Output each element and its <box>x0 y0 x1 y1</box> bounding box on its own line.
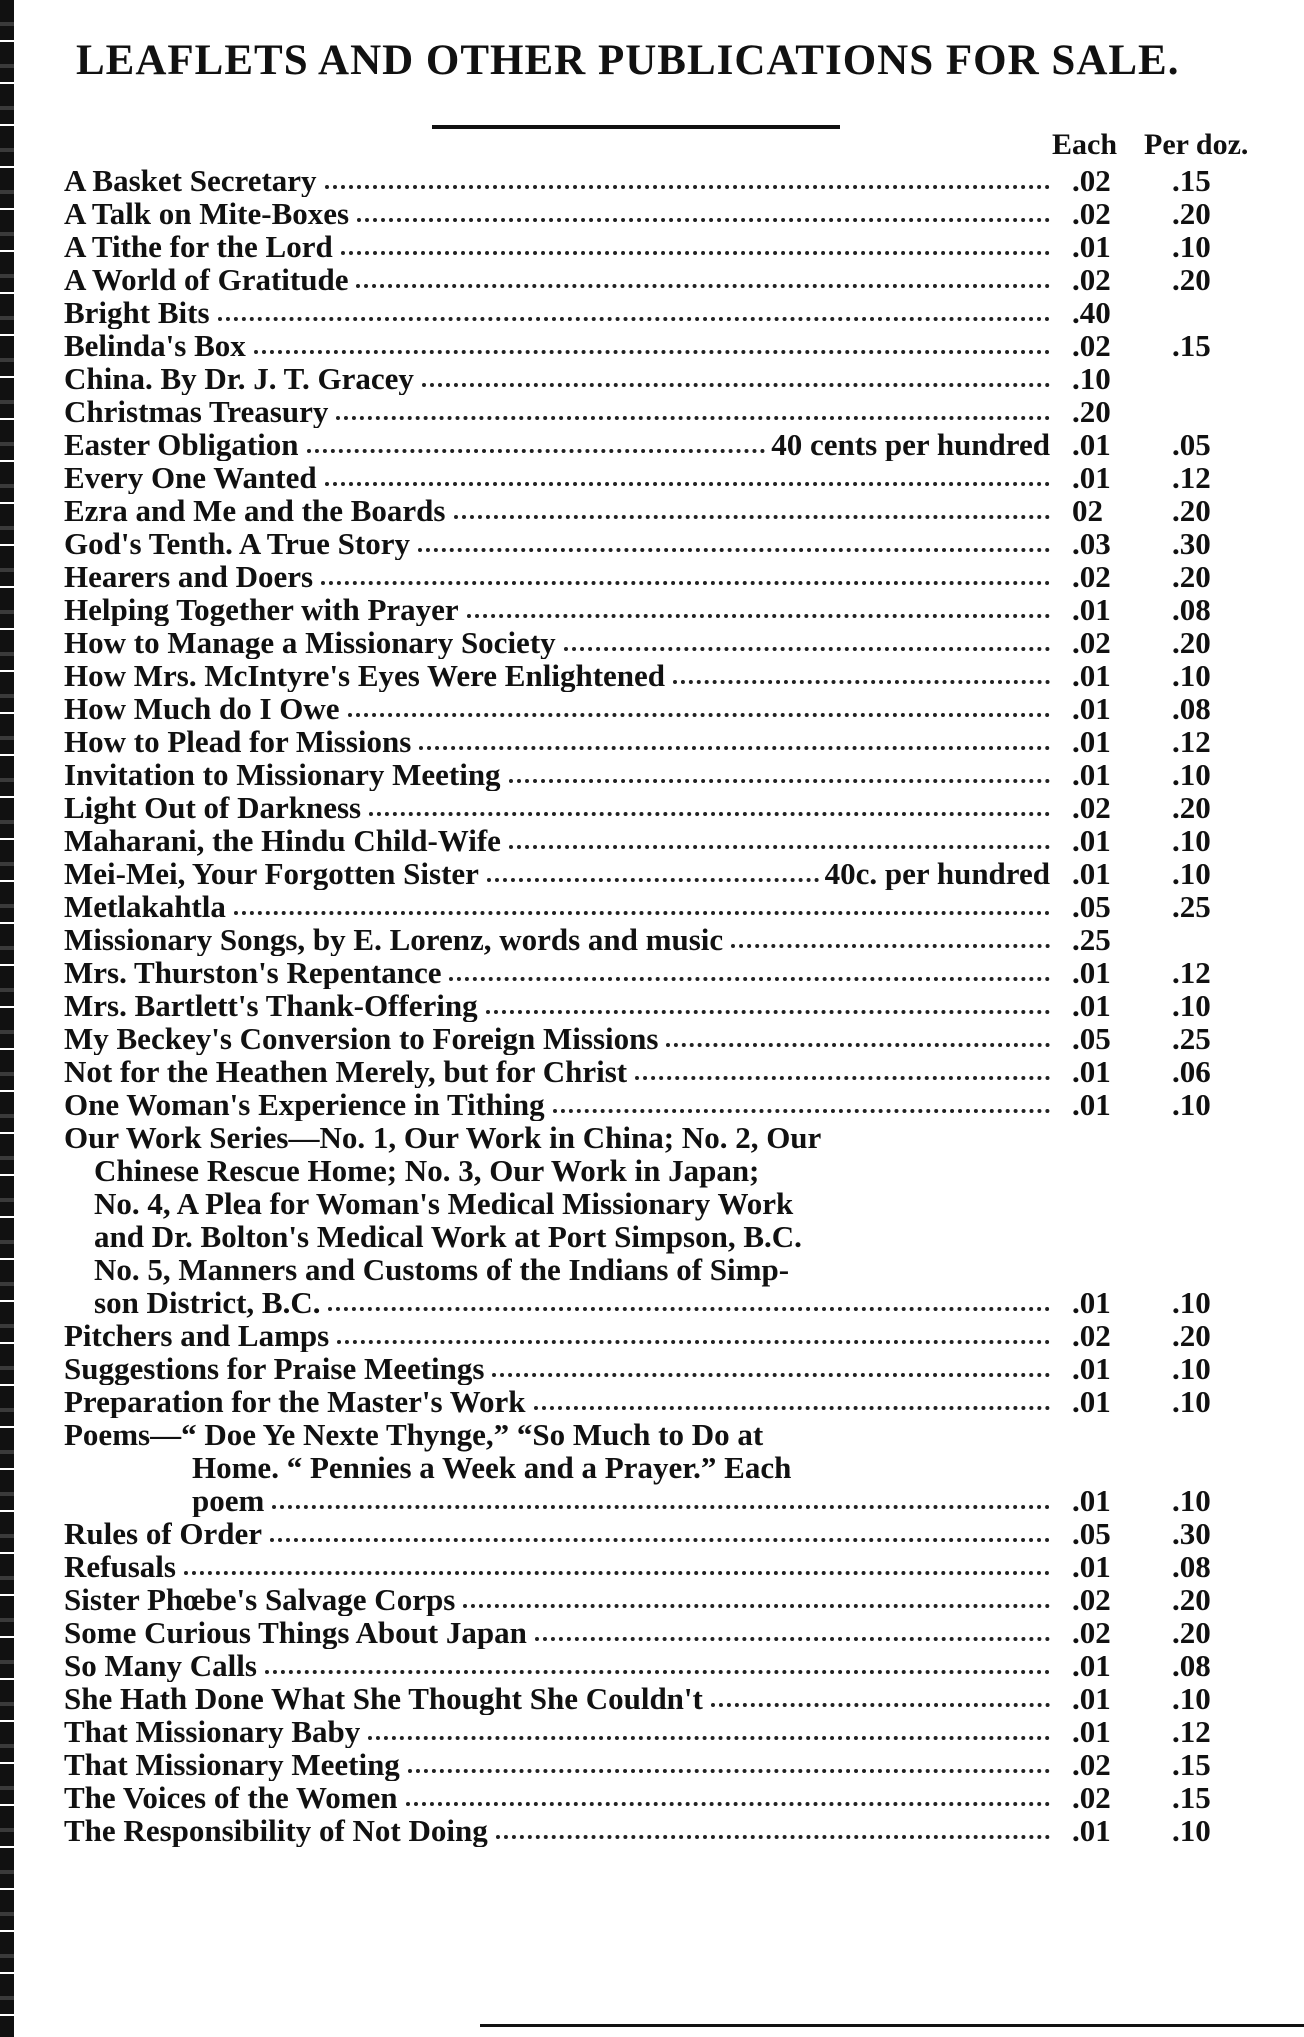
dot-leader <box>534 1406 1051 1410</box>
dot-leader <box>184 1571 1050 1575</box>
price-per-doz: .15 <box>1172 1747 1211 1782</box>
price-per-doz: .10 <box>1172 988 1211 1023</box>
entry-title-cell <box>64 1649 1050 1682</box>
dot-leader <box>496 1835 1050 1839</box>
price-each: .01 <box>1072 1813 1111 1848</box>
entry-title: Mrs. Thurston's Repentance <box>64 956 442 989</box>
price-each: .02 <box>1072 559 1111 594</box>
price-each: .01 <box>1072 1483 1111 1518</box>
dot-leader <box>492 1373 1050 1377</box>
entry-title-cell <box>64 461 1050 494</box>
entry-title: One Woman's Experience in Tithing <box>64 1088 545 1121</box>
entry-title-cell <box>64 1088 1050 1121</box>
price-each: .02 <box>1072 1318 1111 1353</box>
entry-title: Ezra and Me and the Boards <box>64 494 446 527</box>
entry-title: That Missionary Baby <box>64 1715 361 1748</box>
dot-leader <box>408 1769 1050 1773</box>
list-item <box>64 659 1294 692</box>
column-header-per-doz: Per doz. <box>1144 128 1249 161</box>
list-item <box>64 791 1294 824</box>
price-each: .20 <box>1072 394 1111 429</box>
price-each: .01 <box>1072 1681 1111 1716</box>
entry-title-cell <box>64 1022 1050 1055</box>
dot-leader <box>418 548 1050 552</box>
price-each: .01 <box>1072 823 1111 858</box>
dot-leader <box>341 251 1050 255</box>
entry-title: Helping Together with Prayer <box>64 593 459 626</box>
price-each: .02 <box>1072 328 1111 363</box>
entry-title-cell <box>64 923 1050 956</box>
dot-leader <box>272 1505 1050 1509</box>
entry-title: A Basket Secretary <box>64 164 317 197</box>
list-item <box>64 593 1294 626</box>
dot-leader <box>463 1604 1050 1608</box>
list-item <box>64 1748 1294 1781</box>
entry-note: 40 cents per hundred <box>771 428 1050 461</box>
entry-title-cell <box>64 1385 1050 1418</box>
price-each: .02 <box>1072 1780 1111 1815</box>
entry-title: So Many Calls <box>64 1649 257 1682</box>
price-each: 02 <box>1072 493 1103 528</box>
price-each: .01 <box>1072 1714 1111 1749</box>
entry-title-cell <box>64 989 1050 1022</box>
price-per-doz: .20 <box>1172 493 1211 528</box>
entry-title: Mrs. Bartlett's Thank-Offering <box>64 989 478 1022</box>
entry-title-cell <box>64 758 1050 791</box>
dot-leader <box>336 416 1050 420</box>
price-per-doz: .15 <box>1172 163 1211 198</box>
list-item <box>64 758 1294 791</box>
entry-title: Missionary Songs, by E. Lorenz, words and music <box>64 923 724 956</box>
entry-title-cell <box>64 197 1050 230</box>
list-item <box>64 197 1294 230</box>
entry-title: Refusals <box>64 1550 176 1583</box>
entry-title-cell <box>64 659 1050 692</box>
price-each: .01 <box>1072 955 1111 990</box>
price-per-doz: .20 <box>1172 625 1211 660</box>
entry-title: son District, B.C. <box>94 1286 321 1319</box>
price-each: .01 <box>1072 1285 1111 1320</box>
price-per-doz: .06 <box>1172 1054 1211 1089</box>
entry-title: Christmas Treasury <box>64 395 329 428</box>
price-per-doz: .10 <box>1172 1285 1211 1320</box>
list-item <box>64 1385 1294 1418</box>
price-each: .02 <box>1072 790 1111 825</box>
dot-leader <box>422 383 1050 387</box>
price-each: .05 <box>1072 889 1111 924</box>
entry-text-line: Poems—“ Doe Ye Nexte Thynge,” “So Much to Do at <box>64 1417 764 1452</box>
entry-title: Hearers and Doers <box>64 560 314 593</box>
entry-title-cell <box>64 593 1050 626</box>
entry-title: A World of Gratitude <box>64 263 349 296</box>
price-per-doz: .10 <box>1172 658 1211 693</box>
dot-leader <box>348 713 1050 717</box>
entry-title: Not for the Heathen Merely, but for Christ <box>64 1055 628 1088</box>
list-item <box>64 956 1294 989</box>
price-each: .03 <box>1072 526 1111 561</box>
page-edge-border <box>0 0 14 2037</box>
price-per-doz: .10 <box>1172 1483 1211 1518</box>
entry-title-cell <box>64 626 1050 659</box>
dot-leader <box>731 944 1050 948</box>
list-item <box>64 692 1294 725</box>
price-per-doz: .12 <box>1172 460 1211 495</box>
price-per-doz: .30 <box>1172 526 1211 561</box>
list-item <box>64 395 1294 428</box>
list-item <box>64 428 1294 461</box>
price-per-doz: .10 <box>1172 1351 1211 1386</box>
entry-title-cell <box>64 1055 1050 1088</box>
list-item <box>64 989 1294 1022</box>
price-each: .01 <box>1072 460 1111 495</box>
list-item <box>64 1550 1294 1583</box>
page-title: LEAFLETS AND OTHER PUBLICATIONS FOR SALE. <box>76 37 1180 84</box>
list-item <box>64 923 1294 956</box>
dot-leader <box>265 1670 1050 1674</box>
price-each: .02 <box>1072 1615 1111 1650</box>
dot-leader <box>325 185 1050 189</box>
entry-title: How to Plead for Missions <box>64 725 412 758</box>
price-per-doz: .08 <box>1172 592 1211 627</box>
entry-title-cell <box>64 725 1050 758</box>
list-item <box>64 230 1294 263</box>
price-per-doz: .20 <box>1172 1582 1211 1617</box>
price-each: .01 <box>1072 691 1111 726</box>
price-each: .02 <box>1072 625 1111 660</box>
title-divider <box>432 125 840 129</box>
entry-title: Mei-Mei, Your Forgotten Sister <box>64 857 479 890</box>
entry-title-cell <box>64 1484 1050 1517</box>
entry-title: My Beckey's Conversion to Foreign Missions <box>64 1022 659 1055</box>
dot-leader <box>449 977 1050 981</box>
list-item <box>64 1781 1294 1814</box>
dot-leader <box>254 350 1050 354</box>
entry-title-cell <box>64 1814 1050 1847</box>
entry-text-line: Home. “ Pennies a Week and a Prayer.” Each <box>192 1450 792 1485</box>
dot-leader <box>218 317 1050 321</box>
price-per-doz: .20 <box>1172 1615 1211 1650</box>
entry-title-cell <box>64 395 1050 428</box>
dot-leader <box>454 515 1051 519</box>
entry-title: How Much do I Owe <box>64 692 340 725</box>
price-each: .02 <box>1072 1747 1111 1782</box>
dot-leader <box>369 812 1050 816</box>
price-per-doz: .20 <box>1172 790 1211 825</box>
price-per-doz: .25 <box>1172 889 1211 924</box>
price-per-doz: .10 <box>1172 1813 1211 1848</box>
list-item <box>64 1583 1294 1616</box>
entry-title: Light Out of Darkness <box>64 791 362 824</box>
entry-title: A Talk on Mite-Boxes <box>64 197 350 230</box>
dot-leader <box>467 614 1050 618</box>
entry-title-cell <box>64 956 1050 989</box>
entry-title: Rules of Order <box>64 1517 263 1550</box>
price-each: .01 <box>1072 1549 1111 1584</box>
entry-title: The Responsibility of Not Doing <box>64 1814 488 1847</box>
entry-title-cell <box>64 296 1050 329</box>
price-each: .02 <box>1072 196 1111 231</box>
price-each: .40 <box>1072 295 1111 330</box>
entry-title-cell <box>64 692 1050 725</box>
entry-title: How to Manage a Missionary Society <box>64 626 556 659</box>
dot-leader <box>328 1307 1050 1311</box>
dot-leader <box>307 449 766 453</box>
dot-leader <box>711 1703 1050 1707</box>
price-per-doz: .10 <box>1172 229 1211 264</box>
price-per-doz: .10 <box>1172 856 1211 891</box>
price-each: .01 <box>1072 229 1111 264</box>
price-per-doz: .15 <box>1172 1780 1211 1815</box>
entry-title: God's Tenth. A True Story <box>64 527 410 560</box>
list-item <box>64 1286 1294 1319</box>
list-item <box>64 329 1294 362</box>
price-each: .01 <box>1072 592 1111 627</box>
entry-title: Metlakahtla <box>64 890 226 923</box>
list-item <box>64 1682 1294 1715</box>
entry-title-cell <box>64 1517 1050 1550</box>
price-per-doz: .12 <box>1172 1714 1211 1749</box>
list-item <box>64 164 1294 197</box>
price-per-doz: .15 <box>1172 328 1211 363</box>
price-each: .01 <box>1072 757 1111 792</box>
entry-text-line: No. 4, A Plea for Woman's Medical Missionary Work <box>94 1186 794 1221</box>
list-item <box>64 1352 1294 1385</box>
price-each: .02 <box>1072 163 1111 198</box>
entry-title-cell <box>64 890 1050 923</box>
price-each: .01 <box>1072 1384 1111 1419</box>
price-each: .01 <box>1072 1054 1111 1089</box>
entry-title: How Mrs. McIntyre's Eyes Were Enlightened <box>64 659 666 692</box>
entry-title-cell <box>64 791 1050 824</box>
list-item <box>64 494 1294 527</box>
entry-title: That Missionary Meeting <box>64 1748 400 1781</box>
list-item <box>64 1319 1294 1352</box>
price-each: .05 <box>1072 1516 1111 1551</box>
entry-text-line: No. 5, Manners and Customs of the Indians of Simp- <box>94 1252 790 1287</box>
entry-title-cell <box>64 329 1050 362</box>
entry-title-cell <box>64 362 1050 395</box>
list-item <box>64 263 1294 296</box>
dot-leader <box>564 647 1050 651</box>
dot-leader <box>673 680 1050 684</box>
price-per-doz: .20 <box>1172 196 1211 231</box>
price-per-doz: .10 <box>1172 823 1211 858</box>
price-per-doz: .08 <box>1172 1648 1211 1683</box>
price-per-doz: .10 <box>1172 1384 1211 1419</box>
entry-title-cell <box>64 1748 1050 1781</box>
list-item <box>64 1649 1294 1682</box>
column-header-each: Each <box>1052 128 1118 161</box>
dot-leader <box>356 284 1050 288</box>
list-item <box>64 1055 1294 1088</box>
price-per-doz: .08 <box>1172 691 1211 726</box>
price-per-doz: .12 <box>1172 955 1211 990</box>
dot-leader <box>419 746 1050 750</box>
entry-title-cell <box>64 1682 1050 1715</box>
entry-title: She Hath Done What She Thought She Couldn't <box>64 1682 703 1715</box>
list-item <box>64 1022 1294 1055</box>
price-per-doz: .10 <box>1172 757 1211 792</box>
price-list <box>64 164 1294 1847</box>
entry-title: Some Curious Things About Japan <box>64 1616 527 1649</box>
entry-title-cell <box>64 824 1050 857</box>
dot-leader <box>509 779 1050 783</box>
price-each: .02 <box>1072 1582 1111 1617</box>
entry-title: The Voices of the Women <box>64 1781 398 1814</box>
entry-title: Suggestions for Praise Meetings <box>64 1352 485 1385</box>
price-each: .01 <box>1072 1351 1111 1386</box>
dot-leader <box>270 1538 1050 1542</box>
entry-title: A Tithe for the Lord <box>64 230 333 263</box>
entry-title-cell <box>64 1352 1050 1385</box>
entry-title-cell <box>64 1286 1050 1319</box>
price-per-doz: .25 <box>1172 1021 1211 1056</box>
list-item <box>64 725 1294 758</box>
dot-leader <box>535 1637 1050 1641</box>
list-item <box>64 857 1294 890</box>
price-per-doz: .12 <box>1172 724 1211 759</box>
dot-leader <box>487 878 819 882</box>
entry-title: Easter Obligation <box>64 428 299 461</box>
entry-title-cell <box>64 1583 1050 1616</box>
list-item <box>64 1484 1294 1517</box>
entry-title: Bright Bits <box>64 296 210 329</box>
dot-leader <box>406 1802 1050 1806</box>
entry-text-line: Our Work Series—No. 1, Our Work in China; No. 2, Our <box>64 1120 822 1155</box>
entry-title-cell <box>64 428 1050 461</box>
list-item <box>64 1814 1294 1847</box>
entry-title-cell <box>64 560 1050 593</box>
list-item <box>64 824 1294 857</box>
entry-title-cell <box>64 1715 1050 1748</box>
dot-leader <box>337 1340 1050 1344</box>
price-each: .01 <box>1072 427 1111 462</box>
list-item <box>64 296 1294 329</box>
entry-note: 40c. per hundred <box>824 857 1050 890</box>
price-each: .10 <box>1072 361 1111 396</box>
price-per-doz: .10 <box>1172 1681 1211 1716</box>
entry-title: Maharani, the Hindu Child-Wife <box>64 824 501 857</box>
entry-title: Sister Phœbe's Salvage Corps <box>64 1583 456 1616</box>
entry-title: Pitchers and Lamps <box>64 1319 330 1352</box>
entry-title: poem <box>192 1484 265 1517</box>
list-item <box>64 461 1294 494</box>
entry-title-cell <box>64 527 1050 560</box>
entry-title: Invitation to Missionary Meeting <box>64 758 501 791</box>
entry-title-cell <box>64 1616 1050 1649</box>
entry-title-cell <box>64 230 1050 263</box>
entry-title-cell <box>64 1781 1050 1814</box>
price-each: .01 <box>1072 1648 1111 1683</box>
price-per-doz: .05 <box>1172 427 1211 462</box>
price-per-doz: .30 <box>1172 1516 1211 1551</box>
list-item <box>64 626 1294 659</box>
entry-title-cell <box>64 857 1050 890</box>
price-each: .01 <box>1072 988 1111 1023</box>
entry-title-cell <box>64 494 1050 527</box>
entry-title-cell <box>64 164 1050 197</box>
dot-leader <box>368 1736 1050 1740</box>
entry-title: Every One Wanted <box>64 461 317 494</box>
price-each: .01 <box>1072 724 1111 759</box>
dot-leader <box>234 911 1050 915</box>
dot-leader <box>321 581 1050 585</box>
price-each: .01 <box>1072 856 1111 891</box>
dot-leader <box>635 1076 1050 1080</box>
entry-title-cell <box>64 1550 1050 1583</box>
entry-title: Preparation for the Master's Work <box>64 1385 526 1418</box>
price-each: .05 <box>1072 1021 1111 1056</box>
dot-leader <box>486 1010 1050 1014</box>
list-item <box>64 1616 1294 1649</box>
price-per-doz: .08 <box>1172 1549 1211 1584</box>
entry-text-line: and Dr. Bolton's Medical Work at Port Simpson, B.C. <box>94 1219 802 1254</box>
price-per-doz: .20 <box>1172 1318 1211 1353</box>
dot-leader <box>357 218 1050 222</box>
dot-leader <box>553 1109 1050 1113</box>
list-item <box>64 890 1294 923</box>
price-each: .01 <box>1072 1087 1111 1122</box>
entry-text-line: Chinese Rescue Home; No. 3, Our Work in Japan; <box>94 1153 760 1188</box>
bottom-rule <box>480 2024 1304 2027</box>
price-per-doz: .20 <box>1172 262 1211 297</box>
list-item <box>64 1715 1294 1748</box>
entry-title: China. By Dr. J. T. Gracey <box>64 362 414 395</box>
price-each: .25 <box>1072 922 1111 957</box>
price-each: .01 <box>1072 658 1111 693</box>
entry-title: Belinda's Box <box>64 329 246 362</box>
list-item <box>64 560 1294 593</box>
dot-leader <box>666 1043 1050 1047</box>
dot-leader <box>325 482 1050 486</box>
dot-leader <box>509 845 1050 849</box>
list-item <box>64 362 1294 395</box>
price-per-doz: .10 <box>1172 1087 1211 1122</box>
list-item <box>64 1088 1294 1121</box>
entry-title-cell <box>64 263 1050 296</box>
list-item <box>64 1517 1294 1550</box>
price-per-doz: .20 <box>1172 559 1211 594</box>
entry-title-cell <box>64 1319 1050 1352</box>
list-item <box>64 527 1294 560</box>
price-each: .02 <box>1072 262 1111 297</box>
